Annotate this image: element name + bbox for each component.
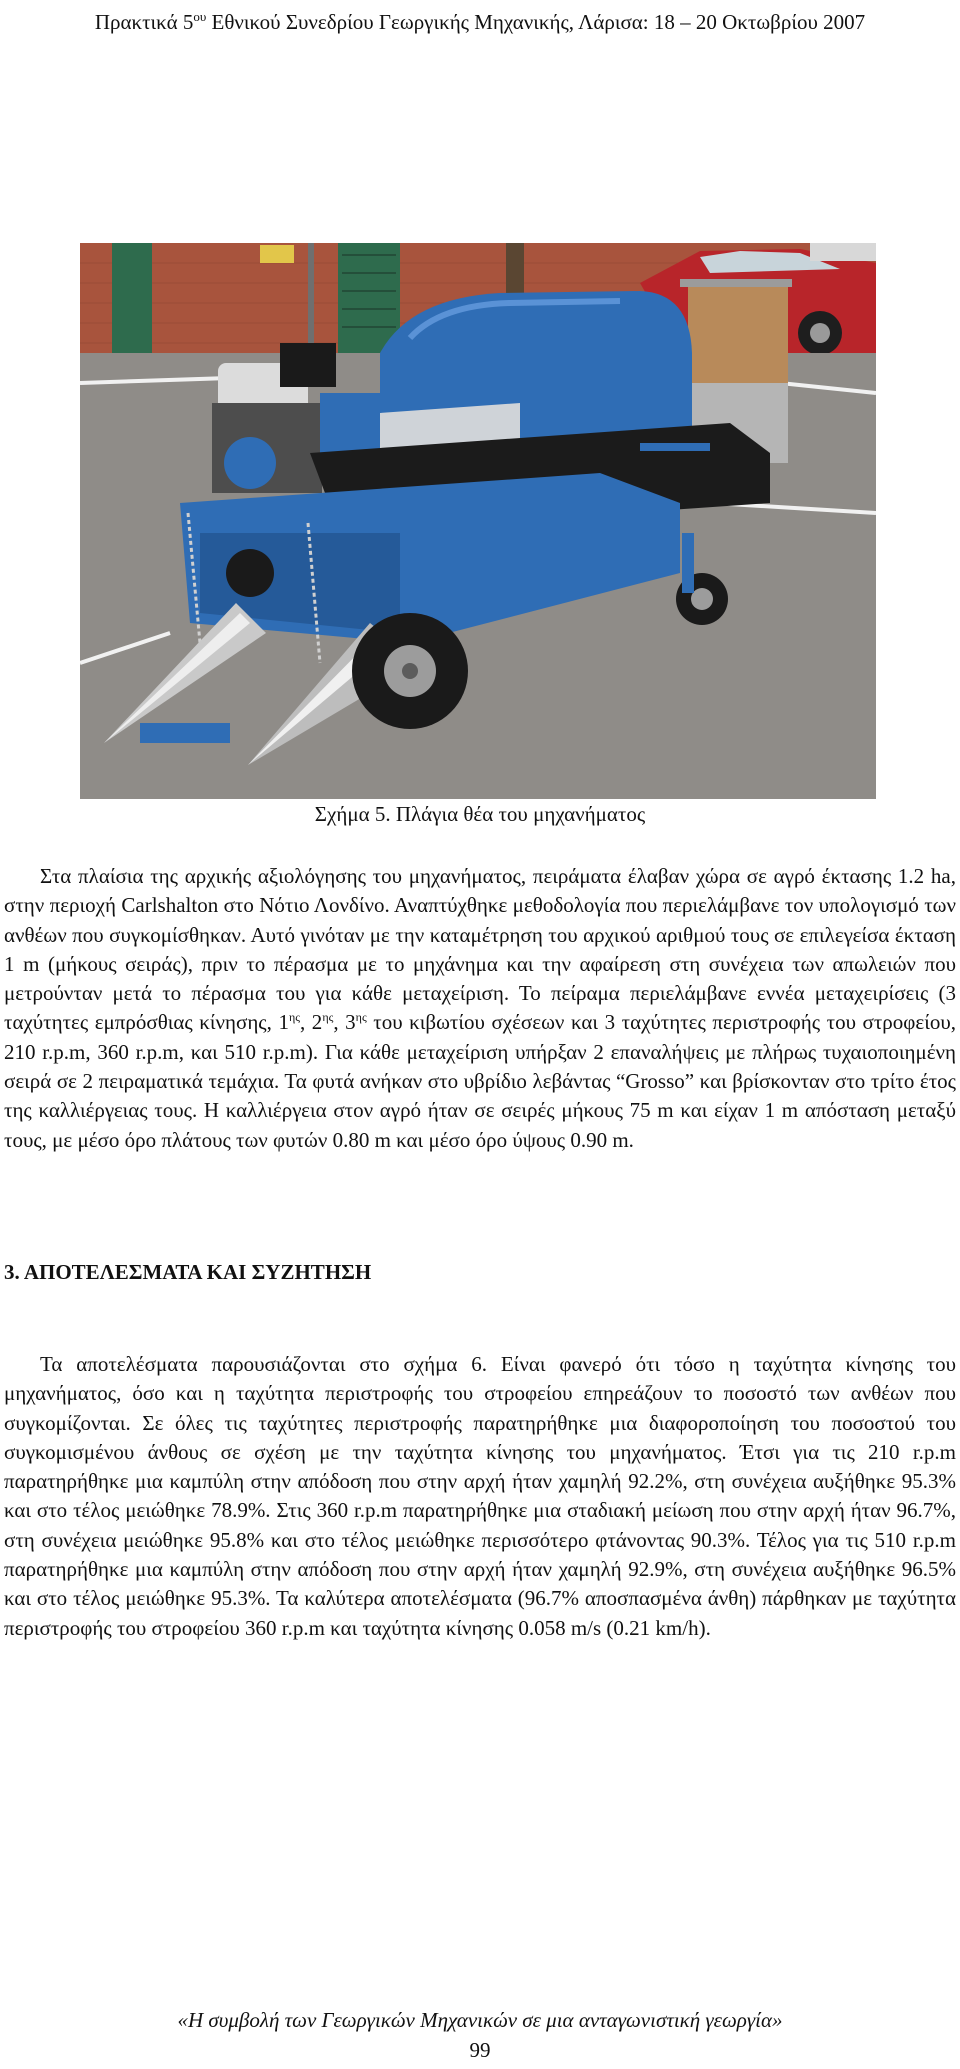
section-heading: 3. ΑΠΟΤΕΛΕΣΜΑΤΑ ΚΑΙ ΣΥΖΗΤΗΣΗ [4,1260,372,1284]
body-paragraph-2: Τα αποτελέσματα παρουσιάζονται στο σχήμα 6. Είναι φανερό ότι τόσο η ταχύτητα κίνησης του μηχανήματος, όσο και η ταχύτητα περιστροφής του στροφείου επηρεάζουν το ποσοστό των ανθέων που συγκομίζονται. Σε όλες τις ταχύτητες περιστροφής παρατηρήθηκε μια διαφοροποίηση του ποσοστού του συγκομισμένου άνθους σε σχέση με την ταχύτητα κίνησης του μηχανήματος. Έτσι για τις 210 r.p.m παρατηρήθηκε μια καμπύλη στην απόδοση που στην αρχή ήταν χαμηλή 92.2%, στη συνέχεια αυξήθηκε 95.3% και στο τέλος μειώθηκε 78.9%. Στις 360 r.p.m παρατηρήθηκε μια σταδιακή μείωση που στην αρχή ήταν 96.7%, στη συνέχεια μειώθηκε 95.8% και στο τέλος μειώθηκε περισσότερο φτάνοντας 90.3%. Τέλος για τις 510 r.p.m παρατηρήθηκε μια καμπύλη στην απόδοση που στην αρχή ήταν χαμηλή 92.9%, στη συνέχεια αυξήθηκε 96.5% και στο τέλος μειώθηκε 95.3%. Τα καλύτερα αποτελέσματα (96.7% αποσπασμένα άνθη) πάρθηκαν με ταχύτητα περιστροφής του στροφείου 360 r.p.m και ταχύτητα κίνησης 0.058 m/s (0.21 km/h). [4,1352,956,1640]
footer-title: «Η συμβολή των Γεωργικών Μηχανικών σε μια ανταγωνιστική γεωργία» [177,2008,783,2032]
p1-part4: του κιβωτίου σχέσεων και 3 ταχύτητες περιστροφής του στροφείου, 210 r.p.m, 360 r.p.m, και 510 r.p.m). Για κάθε μεταχείριση υπήρξαν 2 επαναλήψεις με πλήρως τυχαιοποιημένη σειρά σε 2 πειραματικά τεμάχια. Τα φυτά ανήκαν στο υβρίδιο λεβάντας “Grosso” και βρίσκονταν στο τρίτο έτος της καλλιέργειας τους. Η καλλιέργεια στον αγρό ήταν σε σειρές μήκους 75 m και είχαν 1 m απόσταση μεταξύ τους, με μέσο όρο πλάτους των φυτών 0.80 m και μέσο όρο ύψους 0.90 m. [4,1010,957,1152]
p1-sup1: ης [288,1010,300,1025]
header-title-sup: ου [193,9,207,24]
p1-part1: Στα πλαίσια της αρχικής αξιολόγησης του μηχανήματος, πειράματα έλαβαν χώρα σε αγρό έκτασης 1.2 ha, στην περιοχή Carlshalton στο Νότιο Λονδίνο. Αναπτύχθηκε μεθοδολογία που περιελάμβανε τον υπολογισμό των ανθέων που συγκομίσθηκαν. Αυτό γινόταν με την καταμέτρηση του αρχικού αριθμού τους σε επιλεγείσα έκταση 1 m (μήκους σειράς), πριν το πέρασμα με το μηχάνημα και την αφαίρεση στη συνέχεια των απωλειών που μετρούνταν μετά το πέρασμα του για κάθε μεταχείριση. Το πείραμα περιελάμβανε εννέα μεταχειρίσεις (3 ταχύτητες εμπρόσθιας κίνησης, 1 [4,864,956,1035]
p1-part3: , 3 [333,1010,356,1035]
body-paragraph-1 [4,862,956,1155]
p1-part2: , 2 [299,1010,323,1035]
p1-sup3: ης [355,1010,367,1025]
page-number: 99 [469,2038,491,2062]
figure-caption: Σχήμα 5. Πλάγια θέα του μηχανήματος [314,802,646,826]
p1-sup2: ης [322,1010,334,1025]
machine-photo [80,243,876,799]
header-title-post: Εθνικού Συνεδρίου Γεωργικής Μηχανικής, Λάρισα: 18 – 20 Οκτωβρίου 2007 [206,10,866,34]
running-header [0,4,960,35]
header-title-pre: Πρακτικά 5 [94,10,194,34]
